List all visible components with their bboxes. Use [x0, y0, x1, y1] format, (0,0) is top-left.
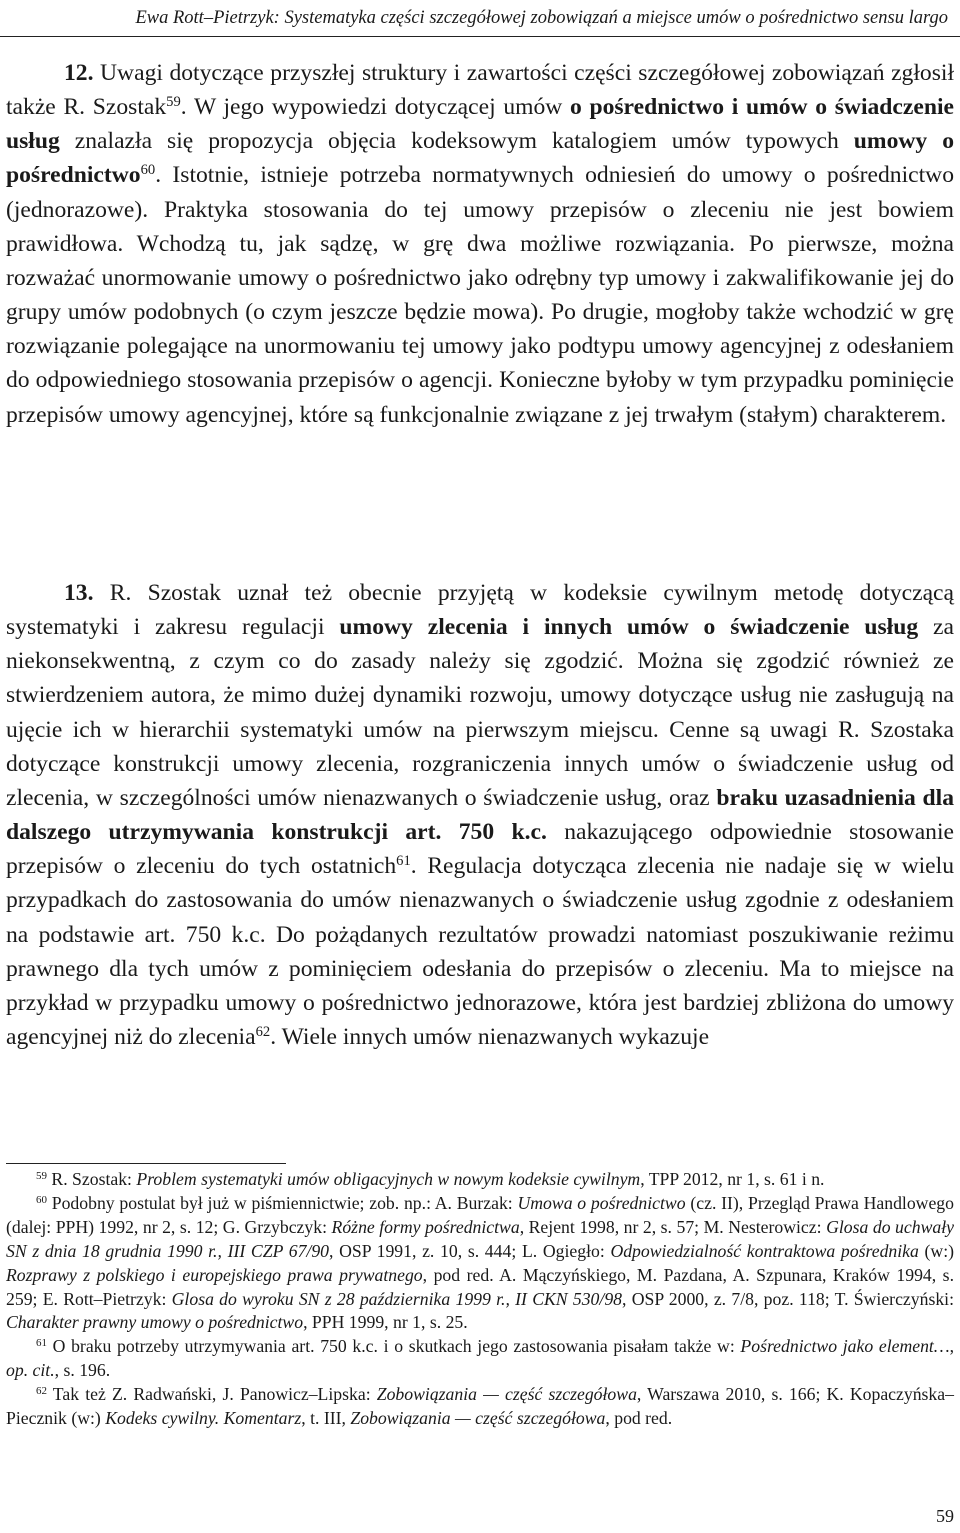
- cited-title: Problem systematyki umów obligacyjnych w nowym kodeksie cywilnym: [136, 1169, 641, 1189]
- text-run: R. Szostak:: [46, 1169, 137, 1189]
- text-run: , t. III,: [301, 1408, 351, 1429]
- cited-title: Glosa do uchwały SN z dnia 18 grudnia 1990 r., III CZP 67/90: [6, 1216, 954, 1261]
- text-run: , PPH 1999, nr 1, s. 25.: [303, 1312, 468, 1333]
- cited-title: Umowa o pośrednictwo: [517, 1192, 686, 1213]
- cited-title: Glosa do wyroku SN z 28 października 1999 r., II CKN 530/98: [171, 1288, 623, 1309]
- bold-phrase: umowy zlecenia i innych umów o świadczenie usług: [339, 614, 919, 641]
- text-run: za niekonsekwentną, z czym co do zasady należy się zgodzić. Można się zgodzić również ze stwierdzeniem autora, że mimo dużej dynamiki rozwoju, umowy dotyczące usług nie zasługują na ujęcie ich w hierarchii systematyki umów na pierwszym miejscu. Cenne są uwagi R. Szostaka dotyczące konstrukcji umowy zlecenia, rozgraniczenia innych umów o świadczenie usług od zlecenia, w szczególności umów nienazwanych o świadczenie usług, oraz: [6, 614, 955, 811]
- text-run: ,: [949, 1336, 954, 1357]
- paragraph-13: [6, 576, 954, 1054]
- text-run: , Rejent 1998, nr 2, s. 57; M. Nesterowicz:: [519, 1216, 827, 1237]
- text-run: , OSP 1991, z. 10, s. 444; L. Ogiegło:: [329, 1240, 611, 1261]
- footnote-rule: [6, 1163, 286, 1164]
- section-12: [6, 56, 954, 544]
- paragraph-12: [6, 56, 954, 432]
- bold-phrase: umowy o pośrednictwo: [6, 128, 954, 189]
- footnote-number: 61: [36, 1337, 47, 1350]
- section-number: 12.: [64, 60, 94, 86]
- footnote-number: 59: [36, 1169, 47, 1182]
- text-run: . W jego wypowiedzi dotyczącej umów: [180, 94, 570, 121]
- text-run: , TPP 2012, nr 1, s. 61 i n.: [640, 1169, 825, 1189]
- section-number: 13.: [64, 580, 94, 606]
- footnotes: [6, 1168, 954, 1472]
- text-run: . Istotnie, istnieje potrzeba normatywnych odniesień do umowy o pośrednictwo (jednorazowe). Praktyka stosowania do tej umowy przepisów o zleceniu nie jest bowiem prawidłowa. Wchodzą tu, jak sądzę, w grę dwa możliwe rozwiązania. Po pierwsze, można rozważać unormowanie umowy o pośrednictwo jako odrębny typ umowy i zakwalifikowanie jej do grupy umów podobnych (o czym jeszcze będzie mowa). Po drugie, mogłoby także wchodzić w grę rozwiązanie polegające na unormowaniu tej umowy jako podtypu umowy agencyjnej z odesłaniem do odpowiedniego stosowania przepisów o agencji. Konieczne byłoby w tym przypadku pominięcie przepisów umowy agencyjnej, które są funkcjonalnie związane z jej trwałym (stałym) charakterem.: [6, 162, 954, 428]
- cited-title: Charakter prawny umowy o pośrednictwo: [6, 1312, 304, 1333]
- cited-title: Różne formy pośrednictwa: [331, 1216, 520, 1237]
- footnote-number: 62: [36, 1385, 47, 1398]
- cited-title: Odpowiedzialność kontraktowa pośrednika: [610, 1240, 919, 1261]
- footnote-ref-61[interactable]: 61: [396, 853, 411, 870]
- text-run: nakazującego odpowiednie stosowanie przepisów o zleceniu do tych ostatnich: [6, 819, 954, 880]
- text-run: , s. 196.: [54, 1360, 111, 1381]
- footnote-60: [6, 1192, 954, 1335]
- bold-phrase: braku uzasadnienia dla dalszego utrzymywania konstrukcji art. 750 k.c.: [6, 784, 954, 846]
- footnote-61: [6, 1335, 954, 1383]
- running-head: Ewa Rott–Pietrzyk: Systematyka części szczegółowej zobowiązań a miejsce umów o pośrednictwo sensu largo: [135, 8, 948, 28]
- cited-title: Kodeks cywilny. Komentarz: [105, 1408, 302, 1429]
- text-run: . Wiele innych umów nienazwanych wykazuje: [270, 1024, 710, 1051]
- footnote-number: 60: [36, 1193, 47, 1206]
- footnote-59: [6, 1168, 954, 1192]
- bold-phrase: o pośrednictwo i umów o świadczenie usług: [6, 94, 954, 155]
- text-run: , OSP 2000, z. 7/8, poz. 118; T. Świerczyński:: [622, 1288, 955, 1309]
- text-run: . Regulacja dotycząca zlecenia nie nadaje się w wielu przypadkach do zastosowania do umów nienazwanych o świadczenie usług zgodnie z odesłaniem na podstawie art. 750 k.c. Do pożądanych rezultatów prowadzi natomiast poszukiwanie reżimu prawnego dla tych umów z pominięciem odesłania do przepisów o zleceniu. Ma to miejsce na przykład w przypadku umowy o pośrednictwo jednorazowe, która jest bardziej zbliżona do umowy agencyjnej niż do zlecenia: [6, 853, 954, 1051]
- section-13: [6, 576, 954, 1136]
- text-run: O braku potrzeby utrzymywania art. 750 k.c. i o skutkach jego zastosowania pisałam także w:: [46, 1336, 741, 1357]
- text-run: (cz. II), Przegląd Prawa Handlowego (dalej: PPH) 1992, nr 2, s. 12; G. Grzybczyk:: [6, 1192, 954, 1237]
- footnote-62: [6, 1383, 954, 1431]
- text-run: Uwagi dotyczące przyszłej struktury i zawartości części szczegółowej zobowiązań zgłosił także R. Szostak: [6, 60, 954, 121]
- cited-title: Pośrednictwo jako element…: [740, 1336, 950, 1357]
- text-run: R. Szostak uznał też obecnie przyjętą w kodeksie cywilnym metodę dotyczącą systematyki i zakresu regulacji: [6, 580, 954, 641]
- text-run: , pod red. A. Mączyńskiego, M. Pazdana, A. Szpunara, Kraków 1994, s. 259; E. Rott–Pietrzyk:: [6, 1264, 954, 1309]
- text-run: Tak też Z. Radwański, J. Panowicz–Lipska:: [46, 1384, 377, 1405]
- text-run: , Warszawa 2010, s. 166; K. Kopaczyńska–Piecznik (w:): [6, 1384, 954, 1429]
- text-run: (w:): [918, 1240, 955, 1261]
- footnote-ref-62[interactable]: 62: [255, 1023, 271, 1040]
- text-run: znalazła się propozycja objęcia kodeksowym katalogiem umów typowych: [59, 128, 854, 155]
- text-run: , pod red.: [605, 1408, 673, 1429]
- cited-title: op. cit.: [6, 1360, 55, 1381]
- page-number: 59: [936, 1506, 954, 1526]
- footnote-ref-59[interactable]: 59: [166, 94, 181, 111]
- footnote-ref-60[interactable]: 60: [140, 162, 156, 179]
- cited-title: Rozprawy z polskiego i europejskiego prawa prywatnego: [6, 1264, 423, 1285]
- cited-title: Zobowiązania — część szczegółowa: [350, 1408, 606, 1429]
- header-rule: [0, 36, 960, 37]
- cited-title: Zobowiązania — część szczegółowa: [376, 1384, 637, 1405]
- text-run: Podobny postulat był już w piśmiennictwie; zob. np.: A. Burzak:: [46, 1192, 518, 1213]
